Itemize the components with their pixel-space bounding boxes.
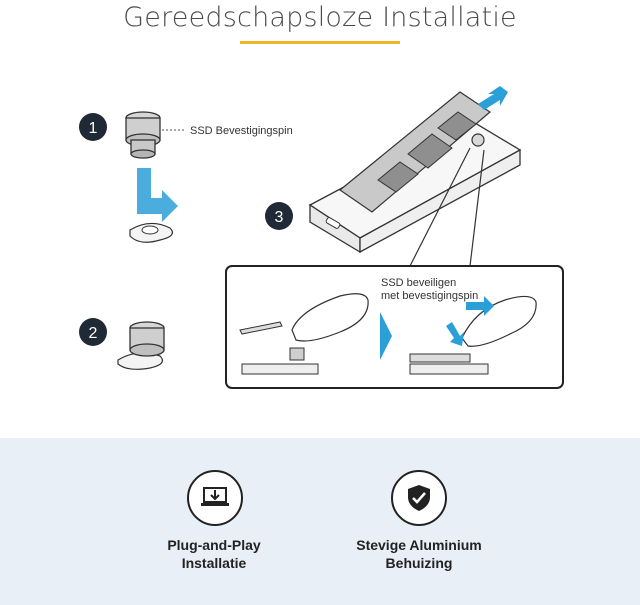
installed-pin-icon	[118, 322, 164, 369]
page-title: Gereedschapsloze Installatie	[123, 2, 517, 33]
pin-icon	[126, 112, 160, 158]
feature-1-line-1: Plug-and-Play	[167, 537, 261, 553]
push-arrow	[478, 86, 508, 110]
step-1-group	[79, 112, 293, 242]
callout-line-1: SSD beveiligen	[381, 277, 457, 289]
feature-2-line-1: Stevige Aluminium	[356, 537, 482, 553]
insert-arrow	[137, 168, 178, 222]
step-1-number: 1	[88, 120, 98, 137]
step-3-number: 3	[274, 209, 284, 226]
feature-aluminium	[329, 536, 509, 572]
shield-check-icon	[391, 470, 447, 526]
feature-2-line-2: Behuizing	[385, 555, 453, 571]
step-3-group	[265, 86, 520, 266]
feature-1-line-2: Installatie	[181, 555, 247, 571]
features-band	[0, 438, 640, 605]
download-laptop-icon	[187, 470, 243, 526]
detail-callout	[226, 266, 563, 388]
step-2-group	[79, 318, 164, 369]
feature-plug-and-play	[124, 536, 304, 572]
pin-label: SSD Bevestigingspin	[190, 125, 293, 137]
callout-line-2: met bevestigingspin	[381, 290, 479, 302]
step-2-number: 2	[88, 325, 98, 342]
